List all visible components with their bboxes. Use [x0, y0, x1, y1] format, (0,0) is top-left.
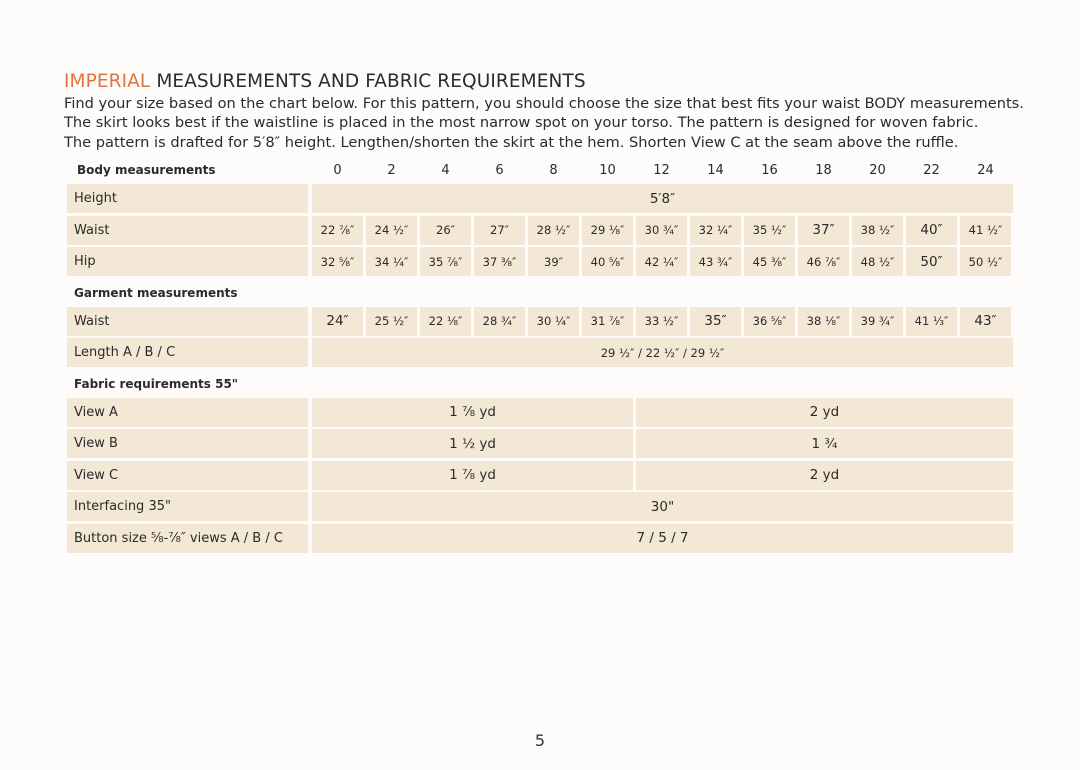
body-waist-row-cell: 22 ⅞″: [312, 216, 363, 245]
fabric-requirements-heading-label: Fabric requirements 55": [74, 376, 239, 391]
garment-waist-row-cell: 38 ⅛″: [798, 307, 849, 336]
hip-row-cell: 35 ⅞″: [420, 247, 471, 276]
size-header: 8: [549, 162, 558, 178]
size-header: 4: [441, 162, 450, 178]
page-number: 5: [534, 731, 546, 750]
view-c-row: [67, 461, 1013, 493]
body-waist-row-cell: 41 ½″: [960, 216, 1011, 245]
title-accent: IMPERIAL: [64, 71, 151, 92]
view-c-row-label: View C: [67, 461, 308, 490]
size-header: 20: [869, 162, 886, 178]
garment-waist-row-cell: 39 ¾″: [852, 307, 903, 336]
view-a-row-right-value: 2 yd: [636, 398, 1013, 427]
hip-row-cell: 39″: [528, 247, 579, 276]
garment-waist-row-cell: 33 ½″: [636, 307, 687, 336]
body-waist-row-cell: 27″: [474, 216, 525, 245]
intro-line-3: The pattern is drafted for 5′8″ height. Lengthen/shorten the skirt at the hem. Shorten View C at the seam above the ruffle.: [64, 133, 959, 151]
hip-row-cell: 48 ½″: [852, 247, 903, 276]
body-measurements-heading: Body measurements: [77, 163, 216, 177]
size-header: 0: [333, 162, 342, 178]
size-header: 16: [761, 162, 778, 178]
garment-waist-row-cell: 31 ⅞″: [582, 307, 633, 336]
garment-waist-row-cell: 36 ⅝″: [744, 307, 795, 336]
height-row-label: Height: [67, 184, 308, 213]
size-chart-table: [67, 156, 1013, 555]
view-c-row-left-value: 1 ⅞ yd: [312, 461, 633, 490]
table-header-row: [67, 156, 1013, 184]
body-waist-row-cell: 26″: [420, 216, 471, 245]
hip-row-cell: 50 ½″: [960, 247, 1011, 276]
size-header: 24: [977, 162, 994, 178]
garment-waist-row-cell: 25 ½″: [366, 307, 417, 336]
body-waist-row-cell: 32 ¼″: [690, 216, 741, 245]
hip-row-cell: 37 ⅜″: [474, 247, 525, 276]
garment-waist-row-cell: 35″: [690, 307, 741, 336]
garment-waist-row-cell: 22 ⅛″: [420, 307, 471, 336]
hip-row-label: Hip: [67, 247, 308, 276]
page-title: [64, 70, 586, 94]
view-a-row-label: View A: [67, 398, 308, 427]
view-a-row-left-value: 1 ⅞ yd: [312, 398, 633, 427]
size-header: 14: [707, 162, 724, 178]
hip-row-cell: 42 ¼″: [636, 247, 687, 276]
body-waist-row-label: Waist: [67, 216, 308, 245]
intro-line-1: Find your size based on the chart below. For this pattern, you should choose the size that best fits your waist BODY measurements.: [64, 95, 1024, 112]
hip-row: [67, 247, 1013, 279]
view-c-row-right-value: 2 yd: [636, 461, 1013, 490]
view-b-row-right-value: 1 ¾: [636, 429, 1013, 458]
title-rest: MEASUREMENTS AND FABRIC REQUIREMENTS: [156, 71, 586, 92]
garment-waist-row: [67, 307, 1013, 339]
size-header: 18: [815, 162, 832, 178]
garment-waist-row-cell: 30 ¼″: [528, 307, 579, 336]
hip-row-cell: 34 ¼″: [366, 247, 417, 276]
hip-row-cell: 45 ⅜″: [744, 247, 795, 276]
length-row: [67, 338, 1013, 370]
length-row-value: 29 ½″ / 22 ½″ / 29 ½″: [312, 338, 1013, 367]
hip-row-cell: 43 ¾″: [690, 247, 741, 276]
body-waist-row-cell: 40″: [906, 216, 957, 245]
interfacing-row: [67, 492, 1013, 524]
garment-measurements-heading: [67, 279, 1013, 307]
interfacing-row-label: Interfacing 35": [67, 492, 308, 521]
size-header: 6: [495, 162, 504, 178]
hip-row-cell: 46 ⅞″: [798, 247, 849, 276]
garment-waist-row-cell: 24″: [312, 307, 363, 336]
view-a-row: [67, 398, 1013, 430]
hip-row-cell: 50″: [906, 247, 957, 276]
body-waist-row: [67, 216, 1013, 248]
hip-row-cell: 40 ⅝″: [582, 247, 633, 276]
size-header: 10: [599, 162, 616, 178]
button-size-row: [67, 524, 1013, 556]
intro-line-2: The skirt looks best if the waistline is placed in the most narrow spot on your torso. The pattern is designed for woven fabric.: [64, 114, 979, 132]
height-row-value: 5′8″: [312, 184, 1013, 213]
intro-text: [64, 94, 1054, 152]
garment-waist-row-cell: 43″: [960, 307, 1011, 336]
garment-measurements-heading-label: Garment measurements: [74, 285, 238, 300]
size-header: 12: [653, 162, 670, 178]
view-b-row-left-value: 1 ½ yd: [312, 429, 633, 458]
length-row-label: Length A / B / C: [67, 338, 308, 367]
body-waist-row-cell: 30 ¾″: [636, 216, 687, 245]
body-waist-row-cell: 28 ½″: [528, 216, 579, 245]
garment-waist-row-cell: 28 ¾″: [474, 307, 525, 336]
fabric-requirements-heading: [67, 370, 1013, 398]
body-waist-row-cell: 35 ½″: [744, 216, 795, 245]
hip-row-cell: 32 ⅝″: [312, 247, 363, 276]
garment-waist-row-label: Waist: [67, 307, 308, 336]
body-waist-row-cell: 29 ⅛″: [582, 216, 633, 245]
size-header: 22: [923, 162, 940, 178]
view-b-row: [67, 429, 1013, 461]
garment-waist-row-cell: 41 ⅓″: [906, 307, 957, 336]
interfacing-row-value: 30": [312, 492, 1013, 521]
height-row: [67, 184, 1013, 216]
button-size-row-value: 7 / 5 / 7: [312, 524, 1013, 553]
body-waist-row-cell: 38 ½″: [852, 216, 903, 245]
body-waist-row-cell: 37″: [798, 216, 849, 245]
view-b-row-label: View B: [67, 429, 308, 458]
button-size-row-label: Button size ⅝-⅞″ views A / B / C: [67, 524, 308, 553]
body-waist-row-cell: 24 ½″: [366, 216, 417, 245]
size-header: 2: [387, 162, 396, 178]
